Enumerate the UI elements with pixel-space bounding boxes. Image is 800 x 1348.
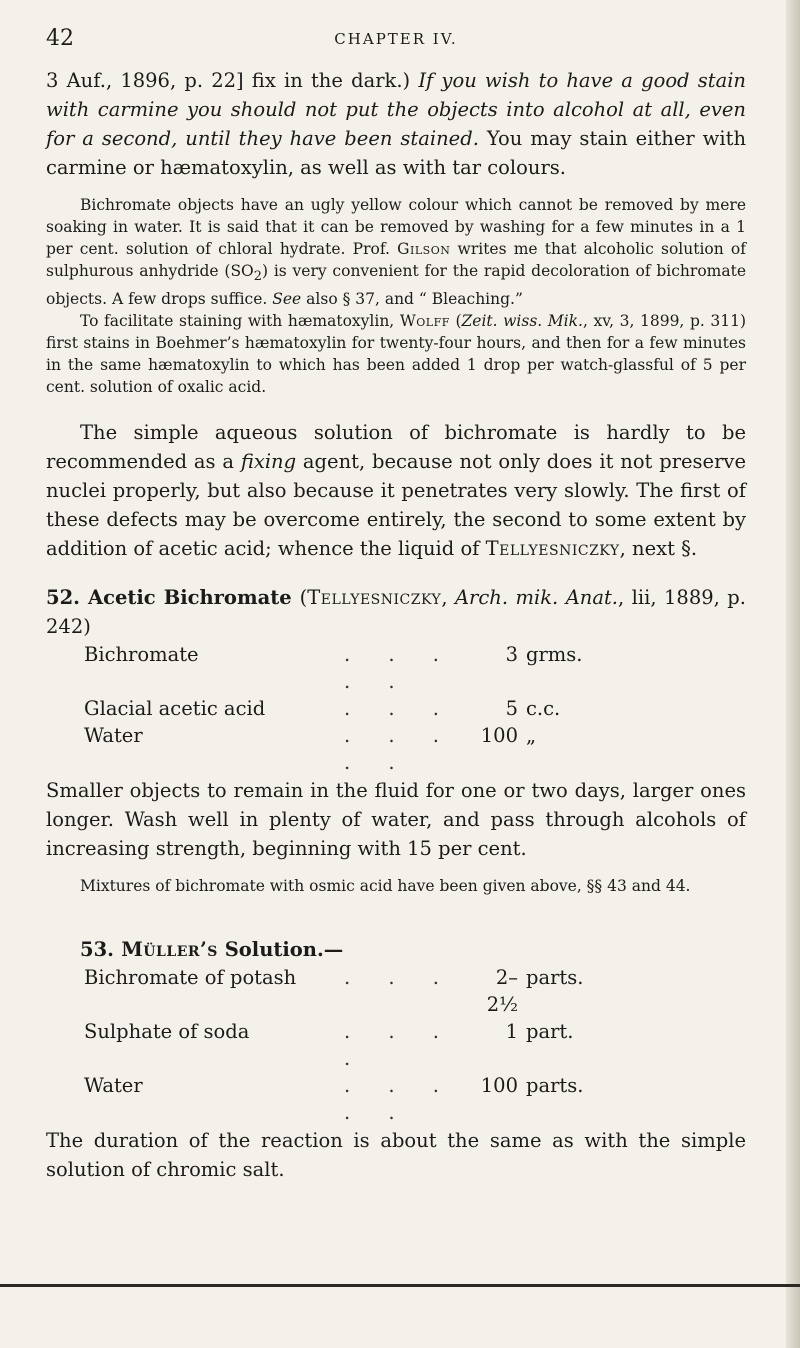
section-53-body: The duration of the reaction is about the same as with the simple solution of chromic salt.: [46, 1129, 746, 1182]
page-edge: [786, 0, 800, 1348]
note-osmic: Mixtures of bichromate with osmic acid have been given above, §§ 43 and 44.: [80, 877, 691, 896]
page-header: [46, 26, 746, 66]
running-head: CHAPTER IV.: [334, 30, 458, 48]
section-53-heading: 53. Müller’s Solution.—: [80, 938, 344, 962]
ingredient-row: Glacial acetic acid . . . 5 c.c.: [84, 697, 561, 721]
section-52-heading: 52. Acetic Bichromate (Tellyesniczky, Arch. mik. Anat., lii, 1889, p. 242): [46, 586, 746, 639]
bottom-rule: [0, 1284, 800, 1287]
note-wolff: To facilitate staining with hæmatoxylin, Wolff (Zeit. wiss. Mik., xv, 3, 1899, p. 311) first stains in Boehmer’s hæmatoxylin for twenty-four hours, and then for a few minutes in the same hæmatoxylin to which has been added 1 drop per watch-glassful of 5 per cent. solution of oxalic acid.: [46, 312, 747, 397]
ingredient-row: Sulphate of soda . . . . 1 part.: [84, 1020, 574, 1071]
recipe-52: [84, 641, 746, 776]
ingredient-row: Bichromate . . . . . 3 grms.: [84, 643, 583, 694]
paragraph-fixing: The simple aqueous solution of bichromate is hardly to be recommended as a fixing agent, because not only does it not preserve nuclei properly, but also because it penetrates very slowly. The first of these defects may be overcome entirely, the second to some extent by addition of acetic acid; whence the liquid of Tellyesniczky, next §.: [46, 421, 746, 561]
ingredient-row: Water . . . . . 100 „: [84, 724, 537, 775]
book-page: [46, 26, 746, 1184]
page-number: 42: [46, 26, 74, 51]
note-bleaching: Bichromate objects have an ugly yellow colour which cannot be removed by mere soaking in water. It is said that it can be removed by washing for a few minutes in a 1 per cent. solution of chloral hydrate. Prof. Gilson writes me that alcoholic solution of sulphurous anhydride $(SO_2)$ is very convenient for the rapid decoloration of bichromate objects. A few drops suffice. See also § 37, and “ Bleaching.”: [46, 196, 746, 309]
section-52-body: Smaller objects to remain in the fluid for one or two days, larger ones longer. Wash well in plenty of water, and pass through alcohols of increasing strength, beginning with 15 per cent.: [46, 779, 746, 861]
recipe-53: [84, 964, 746, 1126]
ingredient-row: Bichromate of potash . . . 2–2½ parts.: [84, 966, 584, 1017]
paragraph-carmine: 3 Auf., 1896, p. 22] fix in the dark.) If you wish to have a good stain with carmine you should not put the objects into alcohol at all, even for a second, until they have been stained. You may stain either with carmine or hæmatoxylin, as well as with tar colours.: [46, 69, 747, 179]
ingredient-row: Water . . . . . 100 parts.: [84, 1074, 584, 1125]
